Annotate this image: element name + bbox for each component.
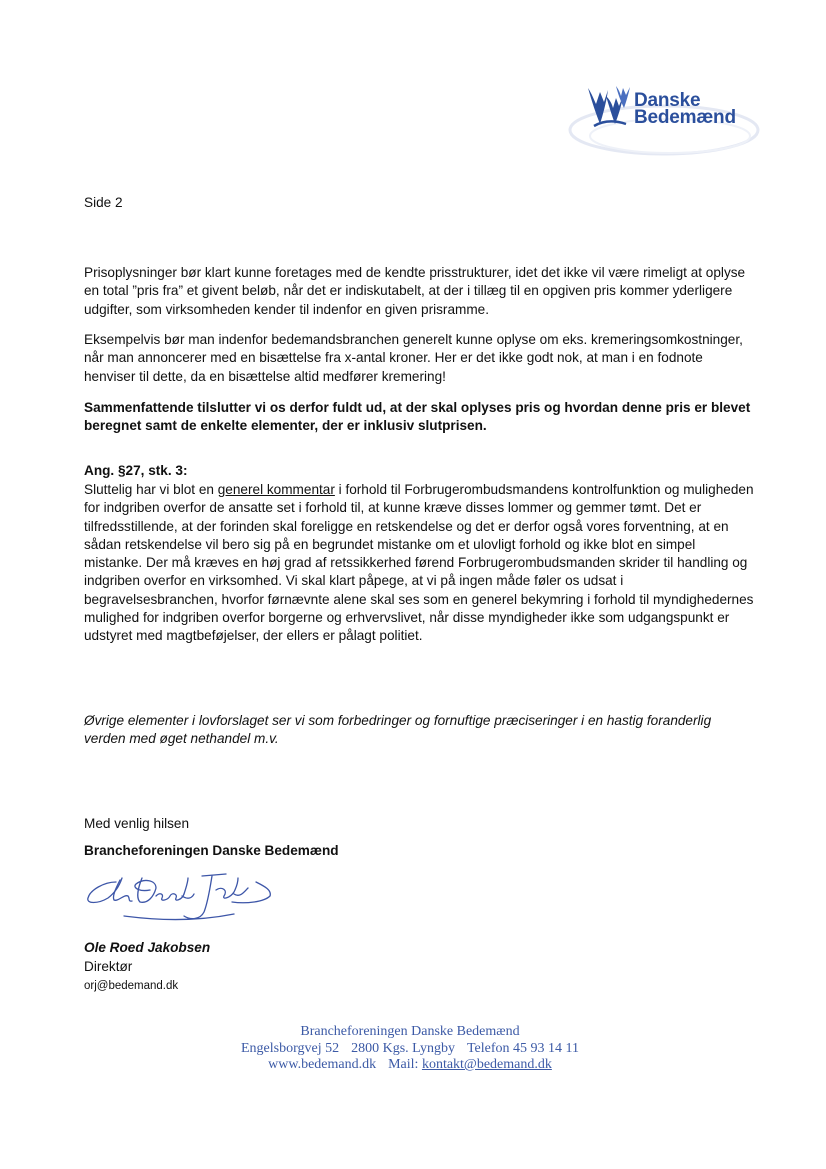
logo-line-2: Bedemænd [634, 107, 736, 128]
signer-name: Ole Roed Jakobsen [84, 940, 211, 955]
signer-email: orj@bedemand.dk [84, 980, 179, 992]
footer-mail-link[interactable]: kontakt@bedemand.dk [421, 1057, 552, 1072]
danske-bedemaend-logo [560, 78, 760, 160]
signer-title: Direktør [84, 959, 133, 974]
section-heading: Ang. §27, stk. 3: [84, 463, 188, 478]
page-number: Side 2 [84, 195, 123, 210]
footer-mail-label: Mail: [388, 1057, 419, 1072]
tulip-logo-icon [586, 84, 632, 128]
paragraph-comment [84, 481, 756, 646]
paragraph-comment-start: Sluttelig har vi blot en [84, 482, 218, 497]
paragraph-comment-rest: i forhold til Forbrugerombudsmandens kontrolfunktion og muligheden for indgriben overfor de ansatte set i forhold til, at kunne kræve disses lommer og gemmer tømt. Det er tilfredsstillende, at der forinden skal foreligge en retskendelse og det er derfor også vores forventning, at en sådan retskendelse vil bero sig på en begrundet mistanke om et ulovligt forhold og ikke blot en simpel mistanke. Der må kræves en høj grad af retssikkerhed førend Forbrugerombudsmanden skrider til handling og indgriben overfor en virksomhed. Vi skal klart påpege, at vi på ingen måde føler os udsat i begravelsesbranchen, hvorfor førnævnte alene skal ses som en generel bekymring i forhold til myndighedernes mulighed for indgriben overfor borgerne og erhvervslivet, når disse myndigheder ikke som udgangspunkt er udstyret med magtbeføjelser, der ellers er pålagt politiet. [84, 482, 754, 644]
footer-website[interactable]: www.bedemand.dk [268, 1057, 377, 1072]
handwritten-signature [84, 868, 284, 938]
underlined-phrase: generel kommentar [217, 482, 335, 497]
paragraph-example: Eksempelvis bør man indenfor bedemandsbranchen generelt kunne oplyse om eks. kremeringsomkostninger, når man annoncerer med en bisættelse fra x-antal kroner. Her er det ikke godt nok, at man i en fodnote henviser til dette, da en bisættelse altid medfører kremering! [84, 332, 743, 384]
paragraph-summary: Sammenfattende tilslutter vi os derfor fuldt ud, at der skal oplyses pris og hvordan denne pris er blevet beregnet samt de enkelte elementer, der er inklusiv slutprisen. [84, 400, 751, 434]
footer-phone: Telefon 45 93 14 11 [466, 1040, 579, 1056]
paragraph-other-elements: Øvrige elementer i lovforslaget ser vi som forbedringer og fornuftige præciseringer i en hastig foranderlig verden med øget nethandel m.v. [84, 713, 712, 747]
logo-wordmark [634, 92, 736, 126]
footer-contact-line [200, 1041, 620, 1058]
greeting: Med venlig hilsen [84, 816, 190, 831]
letter-footer [200, 1024, 620, 1074]
logo-line-1: Danske [634, 90, 701, 111]
footer-organization: Brancheforeningen Danske Bedemænd [300, 1024, 520, 1039]
organization-name: Brancheforeningen Danske Bedemænd [84, 843, 339, 858]
footer-city: 2800 Kgs. Lyngby [351, 1040, 455, 1056]
footer-web-line [200, 1057, 620, 1074]
footer-address: Engelsborgvej 52 [240, 1040, 340, 1056]
paragraph-price-info: Prisoplysninger bør klart kunne foretages med de kendte prisstrukturer, idet det ikke vil være rimeligt at oplyse en total ”pris fra” et givent beløb, når det er indiskutabelt, at der i tillæg til en opgiven pris kommer yderligere udgifter, som virksomheden kender til indenfor en given prisramme. [84, 265, 746, 317]
